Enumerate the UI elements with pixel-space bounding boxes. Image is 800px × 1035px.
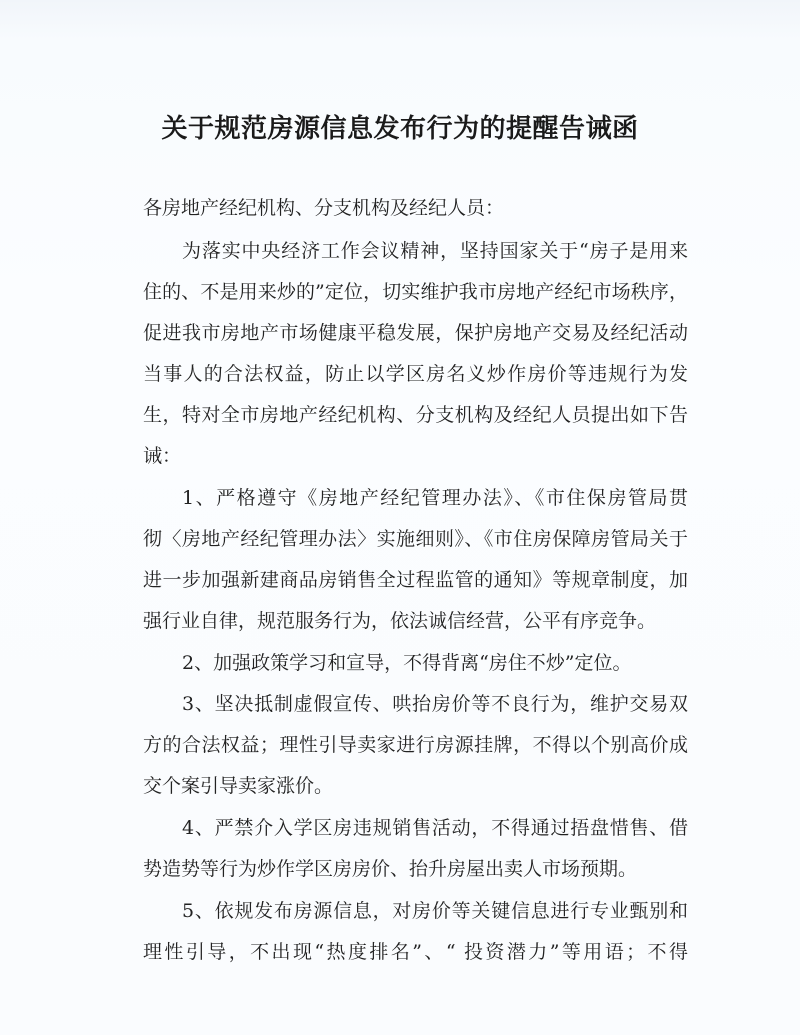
paragraph-line: 为落实中央经济工作会议精神，坚持国家关于“房子是用来: [182, 240, 688, 262]
list-item-1-line: 1、严格遵守《房地产经纪管理办法》、《市住保房管局贯: [182, 487, 688, 509]
paragraph-line: 诫：: [143, 445, 182, 467]
list-item-4-line: 势造势等行为炒作学区房房价、抬升房屋出卖人市场预期。: [143, 858, 638, 880]
list-item-5-line: 5、依规发布房源信息，对房价等关键信息进行专业甄别和: [182, 900, 688, 922]
paragraph-line: 住的、不是用来炒的”定位，切实维护我市房地产经纪市场秩序，: [143, 281, 688, 303]
paragraph-line: 生，特对全市房地产经纪机构、分支机构及经纪人员提出如下告: [143, 404, 688, 426]
salutation: 各房地产经纪机构、分支机构及经纪人员：: [143, 197, 505, 219]
list-item-3-line: 交个案引导卖家涨价。: [143, 775, 334, 797]
list-item-3-line: 方的合法权益；理性引导卖家进行房源挂牌，不得以个别高价成: [143, 734, 688, 756]
list-item-4-line: 4、严禁介入学区房违规销售活动，不得通过捂盘惜售、借: [182, 817, 688, 839]
list-item-3-line: 3、坚决抵制虚假宣传、哄抬房价等不良行为，维护交易双: [182, 693, 688, 715]
paragraph-line: 当事人的合法权益，防止以学区房名义炒作房价等违规行为发: [143, 363, 688, 385]
list-item-1-line: 进一步加强新建商品房销售全过程监管的通知》等规章制度，加: [143, 569, 688, 591]
paragraph-line: 促进我市房地产市场健康平稳发展，保护房地产交易及经纪活动: [143, 322, 688, 344]
list-item-1-line: 强行业自律，规范服务行为，依法诚信经营，公平有序竞争。: [143, 610, 657, 632]
list-item-5-line: 理性引导，不出现“热度排名”、“ 投资潜力”等用语；不得: [143, 941, 688, 963]
list-item-2-line: 2、加强政策学习和宣导，不得背离“房住不炒”定位。: [182, 652, 632, 674]
list-item-1-line: 彻〈房地产经纪管理办法〉实施细则》、《市住房保障房管局关于: [143, 528, 688, 550]
document-title: 关于规范房源信息发布行为的提醒告诫函: [161, 114, 639, 144]
